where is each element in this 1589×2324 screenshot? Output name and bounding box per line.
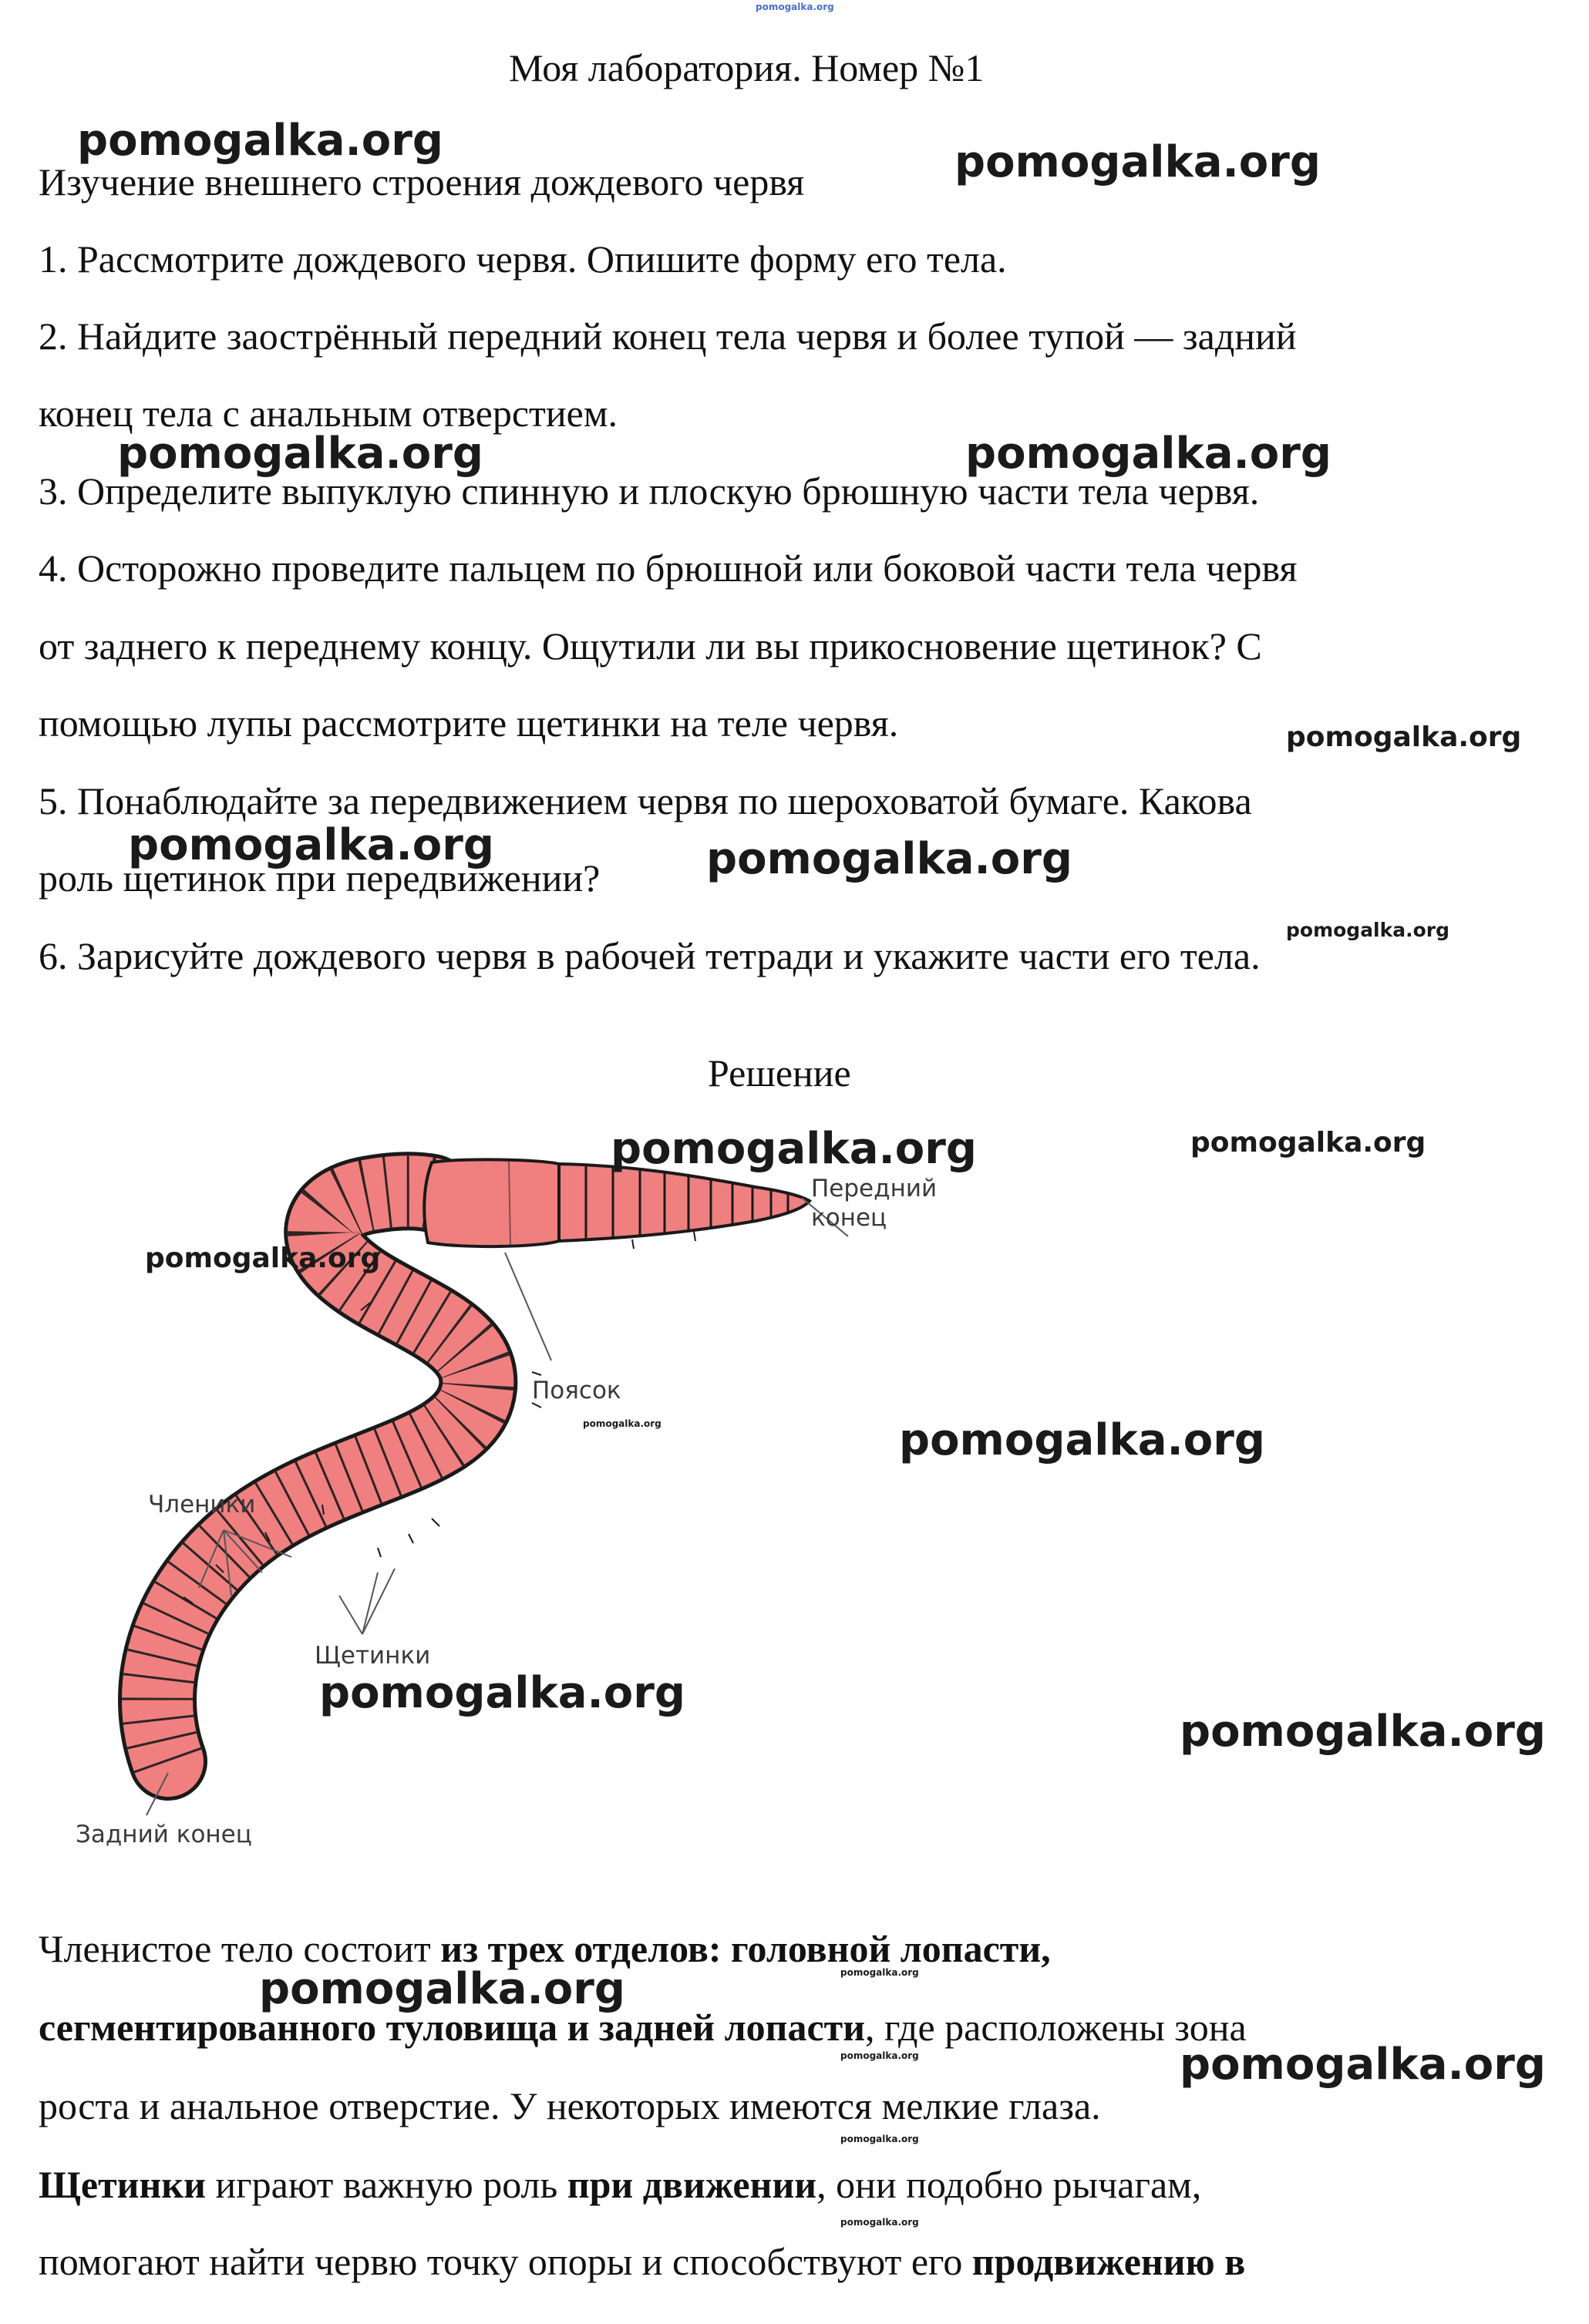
watermark: pomogalka.org (840, 2050, 919, 2061)
answer-line-2 (39, 2004, 1247, 2050)
answer-text-4d: , они подобно рычагам, (816, 2163, 1202, 2206)
answer-text-1b: из трех отделов: головной лопасти, (440, 1927, 1051, 1970)
solution-heading: Решение (708, 1051, 851, 1095)
task-line-10: 6. Зарисуйте дождевого червя в рабочей тетради и укажите части его тела. (39, 934, 1261, 977)
watermark: pomogalka.org (583, 1418, 662, 1429)
page-title: Моя лаборатория. Номер №1 (509, 46, 985, 89)
watermark: pomogalka.org (1286, 721, 1522, 753)
task-line-6: от заднего к переднему концу. Ощутили ли вы прикосновение щетинок? С (39, 624, 1262, 668)
answer-text-2b: , где расположены зона (865, 2006, 1247, 2049)
watermark: pomogalka.org (611, 1124, 977, 1174)
watermark: pomogalka.org (77, 116, 443, 166)
watermark: pomogalka.org (319, 1668, 685, 1718)
watermark: pomogalka.org (259, 1964, 625, 2014)
answer-text-5a: помогают найти червю точку опоры и способствуют его (39, 2240, 972, 2283)
watermark: pomogalka.org (954, 137, 1321, 187)
answer-text-2a: сегментированного туловища и задней лопасти (39, 2006, 866, 2049)
header-watermark: pomogalka.org (756, 2, 834, 12)
answer-line-4 (39, 2161, 1201, 2208)
watermark: pomogalka.org (117, 429, 483, 479)
worm-clitellum (424, 1159, 559, 1246)
watermark: pomogalka.org (840, 2134, 919, 2144)
section-heading: Изучение внешнего строения дождевого червя (39, 160, 805, 203)
answer-text-4a: Щетинки (39, 2163, 206, 2206)
answer-text-5b: продвижению в (971, 2240, 1246, 2283)
answer-line-3: роста и анальное отверстие. У некоторых имеются мелкие глаза. (39, 2084, 1101, 2127)
watermark: pomogalka.org (840, 1967, 919, 1978)
label-front-end-1: Передний (811, 1175, 938, 1202)
answer-text-4b: играют важную роль (205, 2163, 567, 2206)
watermark: pomogalka.org (706, 834, 1072, 884)
watermark: pomogalka.org (840, 2217, 919, 2228)
label-segments: Членики (148, 1491, 256, 1519)
label-clitellum: Поясок (532, 1377, 621, 1404)
watermark: pomogalka.org (1180, 1707, 1546, 1757)
answer-text-1a: Членистое тело состоит (39, 1927, 441, 1970)
watermark: pomogalka.org (1190, 1127, 1426, 1159)
task-line-7: помощью лупы рассмотрите щетинки на теле червя. (39, 701, 899, 745)
watermark: pomogalka.org (145, 1243, 381, 1274)
task-line-3: конец тела с анальным отверстием. (39, 392, 618, 435)
watermark: pomogalka.org (1180, 2040, 1546, 2090)
task-line-1: 1. Рассмотрите дождевого червя. Опишите форму его тела. (39, 237, 1007, 281)
task-line-8: 5. Понаблюдайте за передвижением червя по шероховатой бумаге. Какова (39, 779, 1252, 822)
label-setae: Щетинки (315, 1642, 431, 1670)
task-line-5: 4. Осторожно проведите пальцем по брюшной или боковой части тела червя (39, 547, 1298, 590)
task-line-9: роль щетинок при передвижении? (39, 856, 601, 900)
answer-line-5 (39, 2238, 1245, 2285)
label-rear-end: Задний конец (76, 1821, 252, 1848)
watermark: pomogalka.org (899, 1415, 1265, 1465)
watermark: pomogalka.org (128, 820, 494, 870)
watermark: pomogalka.org (1286, 919, 1450, 941)
task-line-4: 3. Определите выпуклую спинную и плоскую брюшную части тела червя. (39, 469, 1260, 513)
task-line-2: 2. Найдите заострённый передний конец тела червя и более тупой — задний (39, 314, 1297, 358)
watermark: pomogalka.org (965, 429, 1331, 479)
label-front-end-2: конец (811, 1204, 887, 1232)
answer-text-4c: при движении (567, 2163, 817, 2206)
